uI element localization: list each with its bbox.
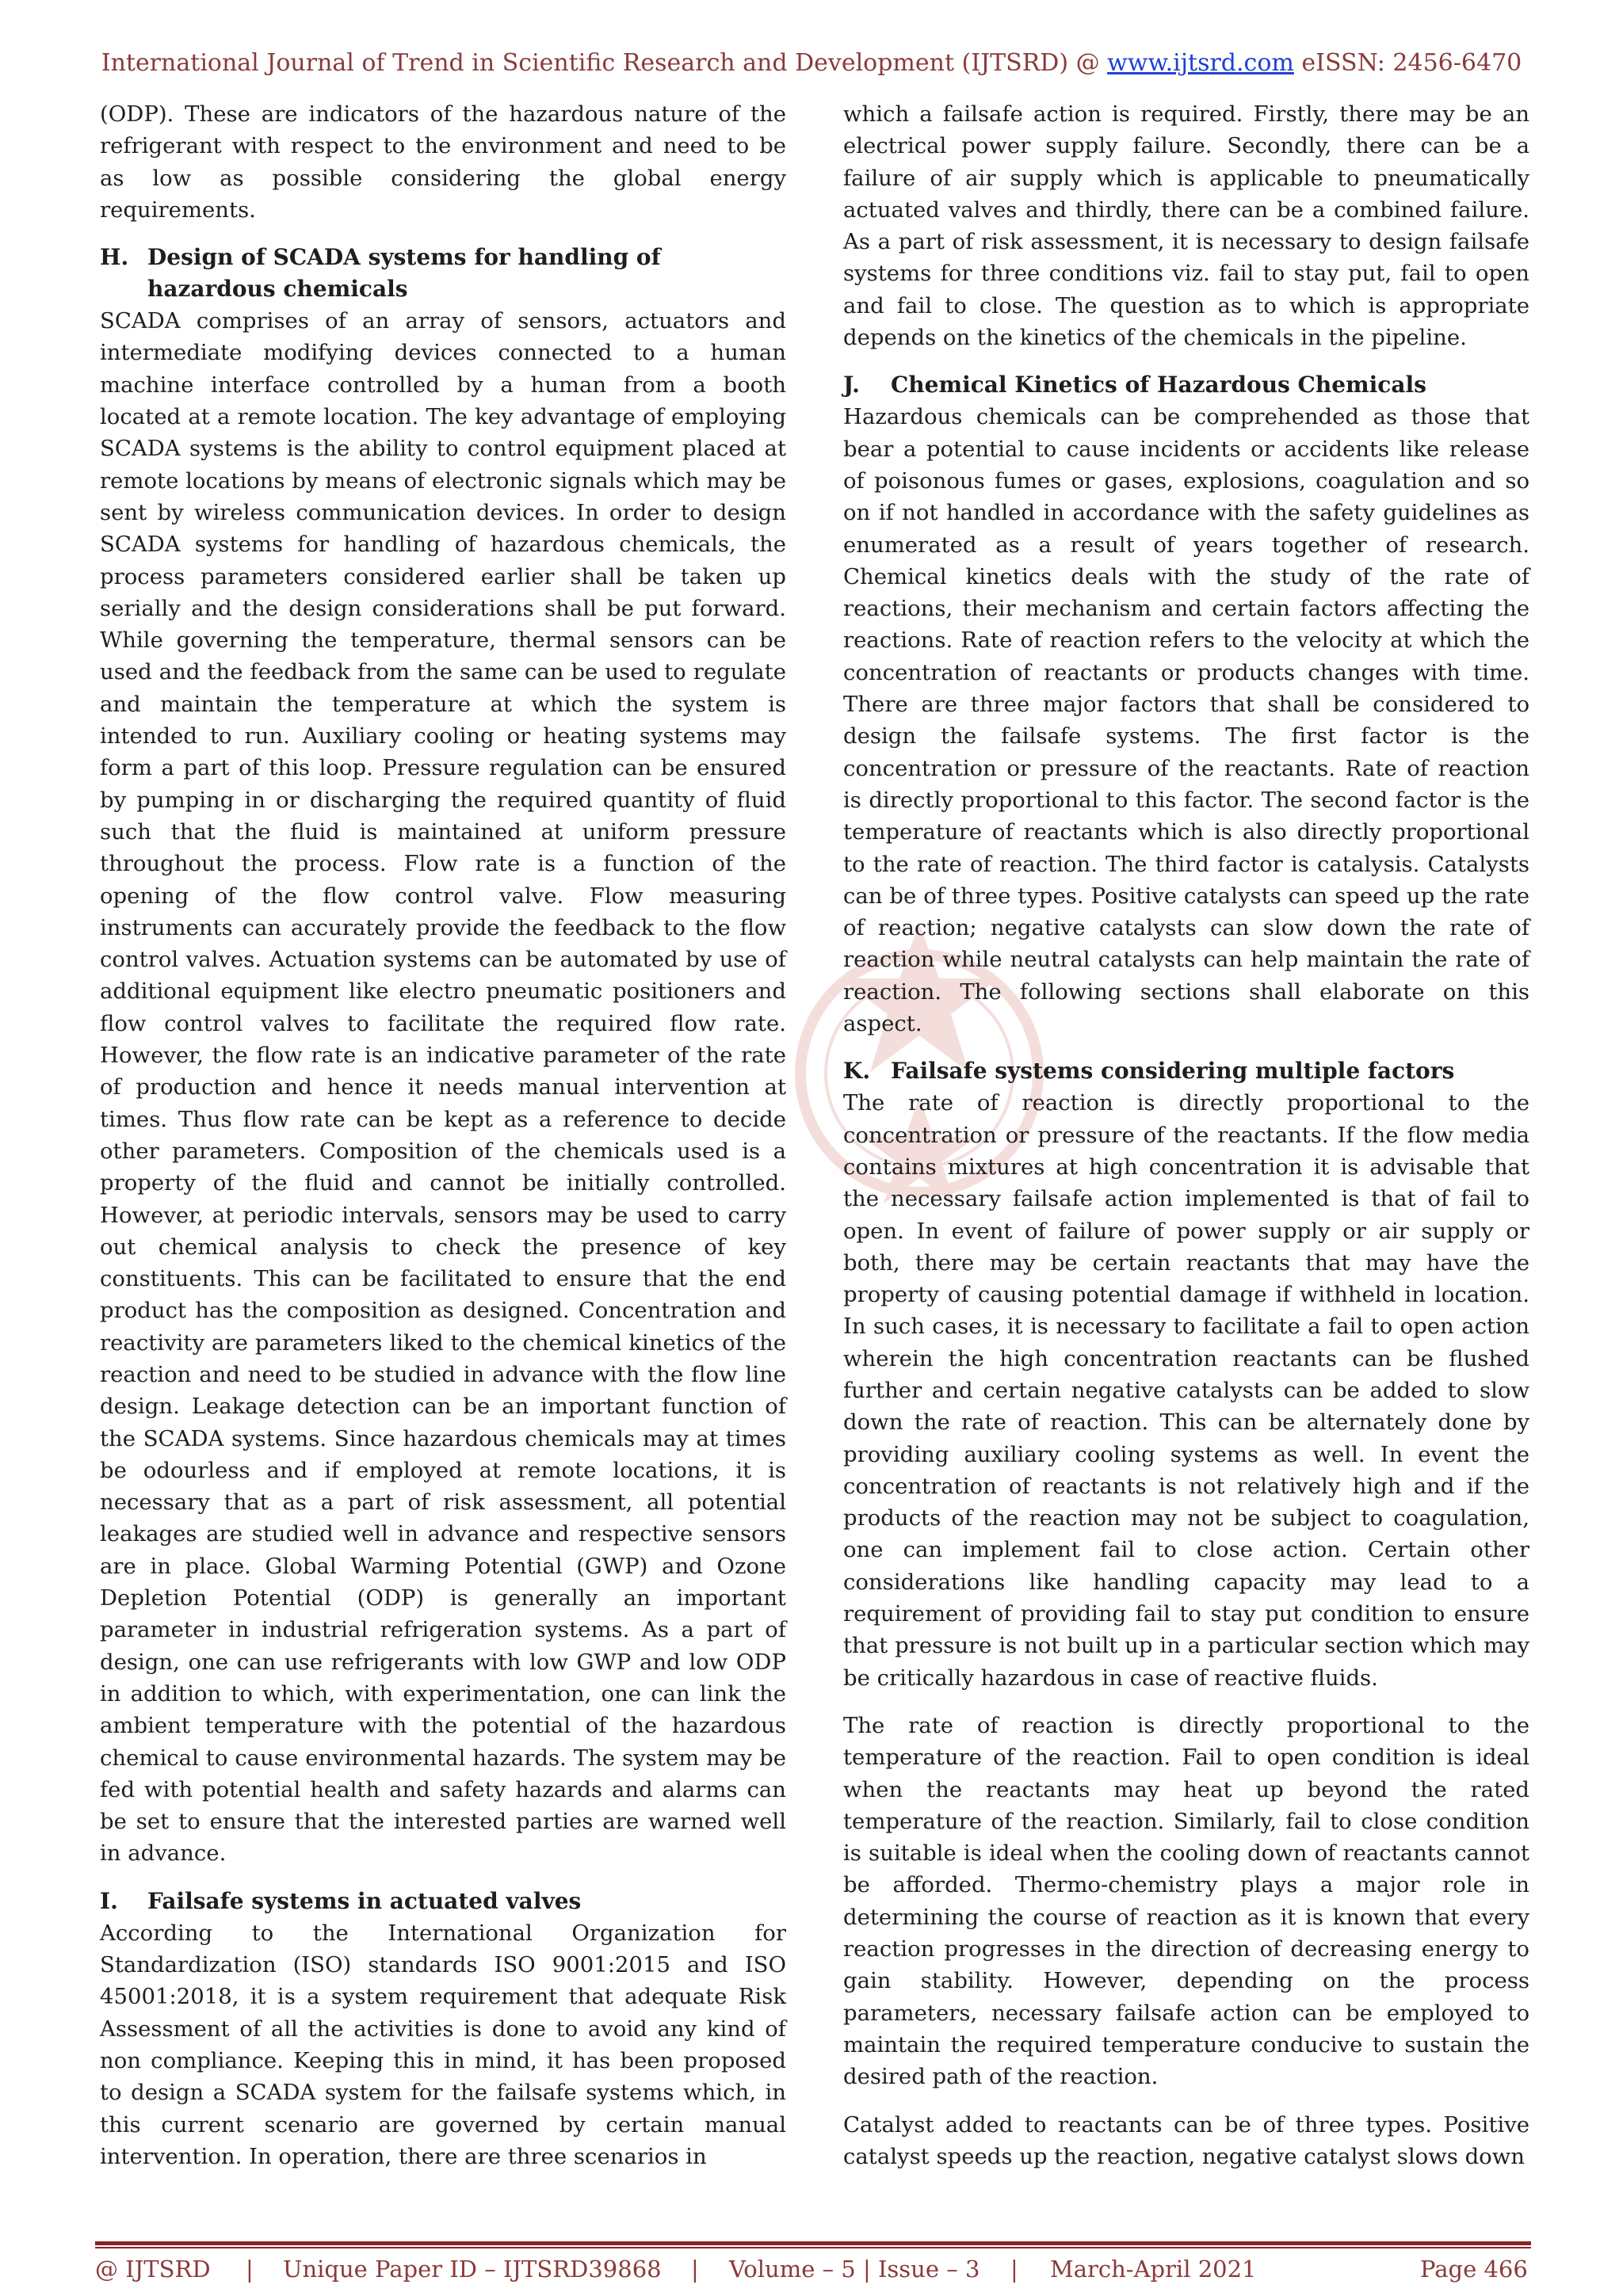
left-column [100,98,786,2188]
running-header [0,49,1623,77]
footer-separator: | [246,2256,254,2283]
section-i-title: Failsafe systems in actuated valves [147,1887,582,1914]
section-i-body-continued: which a failsafe action is required. Firstly, there may be an electrical power supply failure. Secondly, there can be a failure of air supply which is applicable to pneumatically actuated valves and thirdly, there can be a combined failure. As a part of risk assessment, it is necessary to design failsafe systems for three conditions viz. fail to stay put, fail to open and fail to close. The question as to which is appropriate depends on the kinetics of the chemicals in the pipeline. [843,101,1529,351]
footer-copyright: @ IJTSRD [95,2256,211,2283]
section-i-heading [100,1886,786,1917]
section-h-heading [100,242,786,305]
section-j-number: J. [843,372,860,399]
section-k-body-catalyst: Catalyst added to reactants can be of three types. Positive catalyst speeds up the reaction, negative catalyst slows down [843,2111,1529,2169]
section-k-body-concentration: The rate of reaction is directly proportional to the concentration or pressure of the reactants. If the flow media contains mixtures at high concentration it is advisable that the necessary failsafe action implemented is that of fail to open. In event of failure of power supply or air supply or both, there may be certain reactants that may have the property of causing potential damage if withheld in location. In such cases, it is necessary to facilitate a fail to open action wherein the high concentration reactants can be flushed further and certain negative catalysts can be added to slow down the rate of reaction. This can be alternately done by providing auxiliary cooling systems as well. In event the concentration of reactants is not relatively high and if the products of the reaction may not be subject to coagulation, one can implement fail to close action. Certain other considerations like handling capacity may lead to a requirement of providing fail to stay put condition to ensure that pressure is not built up in a particular section which may be critically hazardous in case of reactive fluids. [843,1090,1529,1691]
section-k-heading [843,1055,1529,1087]
section-h-number: H. [100,244,129,271]
section-i-body: According to the International Organization for Standardization (ISO) standards ISO 9001:2015 and ISO 45001:2018, it is a system requirement that adequate Risk Assessment of all the activities is done to avoid any kind of non compliance. Keeping this in mind, it has been proposed to design a SCADA system for the failsafe systems which, in this current scenario are governed by certain manual intervention. In operation, there are three scenarios in [100,1920,786,2169]
footer-rule-thin [95,2247,1531,2248]
journal-issn: eISSN: 2456-6470 [1293,49,1522,77]
footer-separator: | [691,2256,699,2283]
journal-name: International Journal of Trend in Scientific Research and Development (IJTSRD) @ [101,49,1108,77]
footer-volume-issue: Volume – 5 | Issue – 3 [729,2256,980,2283]
section-j-body: Hazardous chemicals can be comprehended as those that bear a potential to cause incidents or accidents like release of poisonous fumes or gases, explosions, coagulation and so on if not handled in accordance with the safety guidelines as enumerated as a result of years together of research. Chemical kinetics deals with the study of the rate of reactions, their mechanism and certain factors affecting the reactions. Rate of reaction refers to the velocity at which the concentration of reactants or products changes with time. There are three major factors that shall be considered to design the failsafe systems. The first factor is the concentration or pressure of the reactants. Rate of reaction is directly proportional to this factor. The second factor is the temperature of reactants which is also directly proportional to the rate of reaction. The third factor is catalysis. Catalysts can be of three types. Positive catalysts can speed up the rate of reaction; negative catalysts can slow down the rate of reaction while neutral catalysts can help maintain the rate of reaction. The following sections shall elaborate on this aspect. [843,404,1529,1037]
footer-paper-id: Unique Paper ID – IJTSRD39868 [283,2256,662,2283]
journal-website-link[interactable]: www.ijtsrd.com [1107,49,1294,77]
footer-separator: | [1010,2256,1018,2283]
section-k-number: K. [843,1058,871,1085]
section-j-heading [843,369,1529,401]
footer-date: March-April 2021 [1050,2256,1257,2283]
section-i-number: I. [100,1887,118,1914]
section-h-body: SCADA comprises of an array of sensors, actuators and intermediate modifying devices connected to a human machine interface controlled by a human from a booth located at a remote location. The key advantage of employing SCADA systems is the ability to control equipment placed at remote locations by means of electronic signals which may be sent by wireless communication devices. In order to design SCADA systems for handling of hazardous chemicals, the process parameters considered earlier shall be taken up serially and the design considerations shall be put forward. While governing the temperature, thermal sensors can be used and the feedback from the same can be used to regulate and maintain the temperature at which the system is intended to run. Auxiliary cooling or heating systems may form a part of this loop. Pressure regulation can be ensured by pumping in or discharging the required quantity of fluid such that the fluid is maintained at uniform pressure throughout the process. Flow rate is a function of the opening of the flow control valve. Flow measuring instruments can accurately provide the feedback to the flow control valves. Actuation systems can be automated by use of additional equipment like electro pneumatic positioners and flow control valves to facilitate the required flow rate. However, the flow rate is an indicative parameter of the rate of production and hence it needs manual intervention at times. Thus flow rate can be kept as a reference to decide other parameters. Composition of the chemicals used is a property of the fluid and cannot be initially controlled. However, at periodic intervals, sensors may be used to carry out chemical analysis to check the presence of key constituents. This can be facilitated to ensure that the end product has the composition as designed. Concentration and reactivity are parameters liked to the chemical kinetics of the reaction and need to be studied in advance with the flow line design. Leakage detection can be an important function of the SCADA systems. Since hazardous chemicals may at times be odourless and if employed at remote locations, it is necessary that as a part of risk assessment, all potential leakages are studied well in advance and respective sensors are in place. Global Warming Potential (GWP) and Ozone Depletion Potential (ODP) is generally an important parameter in industrial refrigeration systems. As a part of design, one can use refrigerants with low GWP and low ODP in addition to which, with experimentation, one can link the ambient temperature with the potential of the hazardous chemical to cause environmental hazards. The system may be fed with potential health and safety hazards and alarms can be set to ensure that the interested parties are warned well in advance. [100,308,786,1867]
section-j-title: Chemical Kinetics of Hazardous Chemicals [891,372,1426,399]
footer-page-number: Page 466 [1420,2256,1528,2283]
right-column [843,98,1529,2188]
section-k-title: Failsafe systems considering multiple factors [891,1058,1455,1085]
footer-rule-thick [95,2241,1531,2245]
section-k-body-temperature: The rate of reaction is directly proportional to the temperature of the reaction. Fail to open condition is ideal when the reactants may heat up beyond the rated temperature of the reaction. Similarly, fail to close condition is suitable is ideal when the cooling down of reactants cannot be afforded. Thermo-chemistry plays a major role in determining the course of reaction as it is known that every reaction progresses in the direction of decreasing energy to gain stability. However, depending on the process parameters, necessary failsafe action can be employed to maintain the required temperature conducive to sustain the desired path of the reaction. [843,1712,1529,2090]
section-h-title: Design of SCADA systems for handling of hazardous chemicals [147,244,661,303]
intro-paragraph: (ODP). These are indicators of the hazardous nature of the refrigerant with respect to the environment and need to be as low as possible considering the global energy requirements. [100,101,786,223]
